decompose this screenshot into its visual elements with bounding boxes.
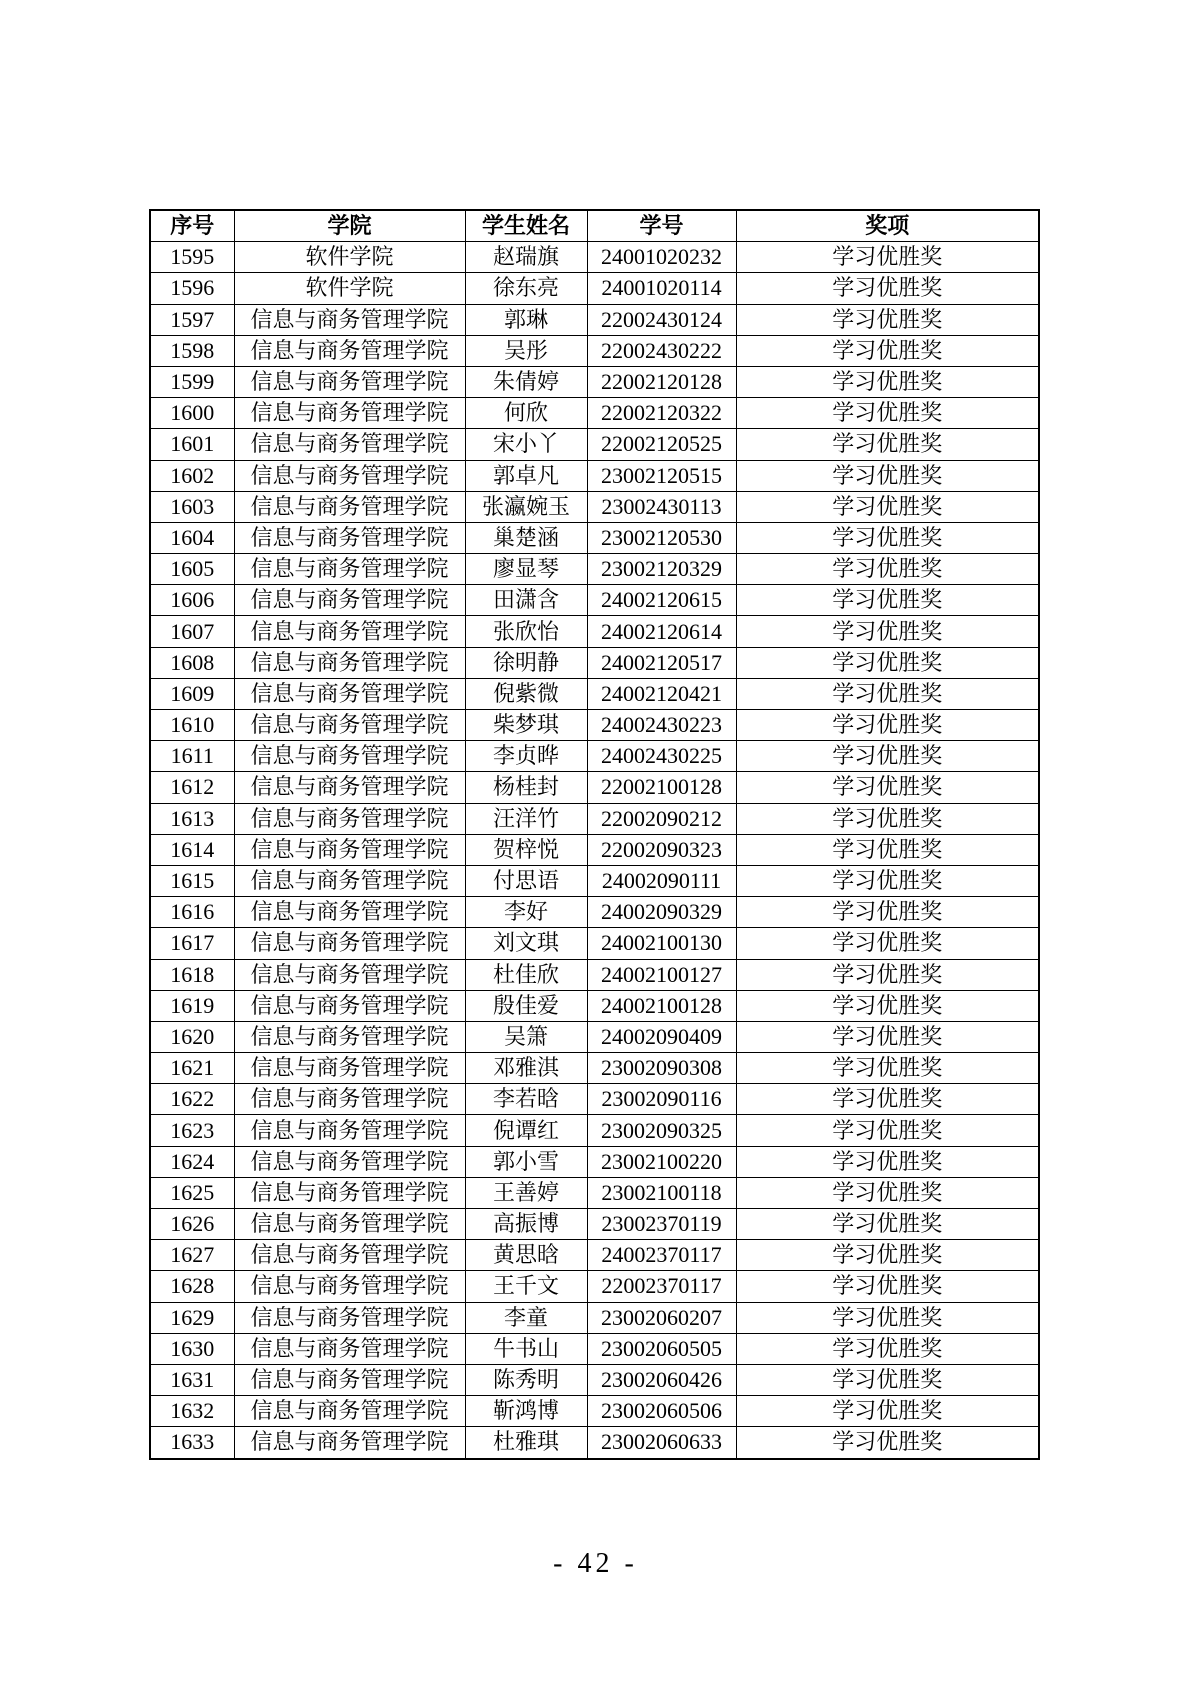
cell-college: 信息与商务管理学院 [234,959,465,990]
cell-student-id: 24001020232 [587,242,736,273]
table-row [150,1396,1039,1427]
cell-award: 学习优胜奖 [736,1209,1039,1240]
cell-award: 学习优胜奖 [736,1084,1039,1115]
cell-student-name: 王千文 [465,1271,587,1302]
cell-student-id: 23002060207 [587,1302,736,1333]
cell-student-id: 22002430222 [587,335,736,366]
table-row [150,1146,1039,1177]
cell-college: 信息与商务管理学院 [234,522,465,553]
cell-student-id: 24001020114 [587,273,736,304]
cell-student-id: 24002120517 [587,647,736,678]
cell-student-name: 郭琳 [465,304,587,335]
cell-index: 1597 [150,304,234,335]
column-header-student-id: 学号 [587,210,736,242]
cell-college: 信息与商务管理学院 [234,1146,465,1177]
cell-student-id: 22002100128 [587,772,736,803]
cell-student-name: 付思语 [465,865,587,896]
table-row [150,491,1039,522]
table-row [150,834,1039,865]
cell-student-id: 23002370119 [587,1209,736,1240]
table-row [150,1427,1039,1459]
cell-student-name: 李童 [465,1302,587,1333]
cell-award: 学习优胜奖 [736,1146,1039,1177]
cell-award: 学习优胜奖 [736,491,1039,522]
cell-student-name: 柴梦琪 [465,710,587,741]
cell-index: 1612 [150,772,234,803]
cell-student-id: 23002060426 [587,1364,736,1395]
cell-college: 信息与商务管理学院 [234,928,465,959]
cell-index: 1595 [150,242,234,273]
cell-college: 信息与商务管理学院 [234,834,465,865]
cell-college: 信息与商务管理学院 [234,491,465,522]
cell-index: 1611 [150,741,234,772]
cell-index: 1623 [150,1115,234,1146]
cell-index: 1615 [150,865,234,896]
cell-award: 学习优胜奖 [736,1364,1039,1395]
table-row [150,366,1039,397]
cell-student-name: 何欣 [465,398,587,429]
cell-student-name: 杨桂封 [465,772,587,803]
cell-student-name: 郭卓凡 [465,460,587,491]
cell-college: 信息与商务管理学院 [234,678,465,709]
cell-student-id: 24002090329 [587,897,736,928]
cell-index: 1605 [150,554,234,585]
cell-student-name: 殷佳爱 [465,990,587,1021]
column-header-student-name: 学生姓名 [465,210,587,242]
cell-student-id: 24002370117 [587,1240,736,1271]
cell-index: 1608 [150,647,234,678]
cell-award: 学习优胜奖 [736,616,1039,647]
table-row [150,959,1039,990]
cell-student-id: 23002060506 [587,1396,736,1427]
cell-student-id: 22002120525 [587,429,736,460]
cell-student-id: 22002090323 [587,834,736,865]
cell-student-id: 23002430113 [587,491,736,522]
cell-student-name: 杜雅琪 [465,1427,587,1459]
table-row [150,678,1039,709]
cell-student-name: 李好 [465,897,587,928]
cell-college: 信息与商务管理学院 [234,710,465,741]
cell-award: 学习优胜奖 [736,304,1039,335]
cell-student-id: 22002370117 [587,1271,736,1302]
cell-student-id: 22002120128 [587,366,736,397]
cell-index: 1630 [150,1333,234,1364]
table-row [150,398,1039,429]
cell-college: 信息与商务管理学院 [234,429,465,460]
cell-index: 1620 [150,1021,234,1052]
cell-college: 信息与商务管理学院 [234,460,465,491]
cell-college: 信息与商务管理学院 [234,1115,465,1146]
cell-student-name: 朱倩婷 [465,366,587,397]
cell-award: 学习优胜奖 [736,772,1039,803]
cell-college: 信息与商务管理学院 [234,803,465,834]
cell-student-id: 24002090409 [587,1021,736,1052]
cell-index: 1614 [150,834,234,865]
table-row [150,1177,1039,1208]
cell-student-id: 24002430225 [587,741,736,772]
table-row [150,1333,1039,1364]
table-row [150,1084,1039,1115]
cell-student-name: 吴箫 [465,1021,587,1052]
cell-student-name: 黄思晗 [465,1240,587,1271]
cell-student-id: 22002430124 [587,304,736,335]
table-row [150,554,1039,585]
cell-college: 信息与商务管理学院 [234,990,465,1021]
cell-index: 1628 [150,1271,234,1302]
cell-student-name: 贺梓悦 [465,834,587,865]
cell-student-name: 陈秀明 [465,1364,587,1395]
cell-index: 1604 [150,522,234,553]
cell-index: 1607 [150,616,234,647]
cell-award: 学习优胜奖 [736,554,1039,585]
cell-college: 信息与商务管理学院 [234,741,465,772]
column-header-award: 奖项 [736,210,1039,242]
cell-index: 1629 [150,1302,234,1333]
cell-award: 学习优胜奖 [736,1021,1039,1052]
cell-award: 学习优胜奖 [736,1115,1039,1146]
cell-college: 信息与商务管理学院 [234,772,465,803]
table-row [150,710,1039,741]
cell-index: 1622 [150,1084,234,1115]
cell-student-name: 汪洋竹 [465,803,587,834]
table-row [150,335,1039,366]
cell-college: 信息与商务管理学院 [234,1364,465,1395]
cell-student-name: 宋小丫 [465,429,587,460]
cell-index: 1633 [150,1427,234,1459]
table-row [150,616,1039,647]
cell-award: 学习优胜奖 [736,273,1039,304]
cell-student-id: 22002120322 [587,398,736,429]
cell-award: 学习优胜奖 [736,460,1039,491]
cell-index: 1596 [150,273,234,304]
cell-student-id: 24002120421 [587,678,736,709]
cell-student-name: 张瀛婉玉 [465,491,587,522]
cell-college: 信息与商务管理学院 [234,616,465,647]
table-row [150,772,1039,803]
cell-award: 学习优胜奖 [736,678,1039,709]
cell-college: 信息与商务管理学院 [234,865,465,896]
cell-college: 信息与商务管理学院 [234,1302,465,1333]
cell-index: 1598 [150,335,234,366]
cell-college: 信息与商务管理学院 [234,1177,465,1208]
table-row [150,1240,1039,1271]
cell-college: 软件学院 [234,242,465,273]
cell-student-name: 倪谭红 [465,1115,587,1146]
cell-student-id: 23002100118 [587,1177,736,1208]
cell-college: 信息与商务管理学院 [234,335,465,366]
cell-award: 学习优胜奖 [736,741,1039,772]
cell-award: 学习优胜奖 [736,1396,1039,1427]
cell-college: 信息与商务管理学院 [234,1427,465,1459]
cell-student-name: 廖显琴 [465,554,587,585]
cell-student-id: 23002100220 [587,1146,736,1177]
cell-student-name: 吴彤 [465,335,587,366]
cell-student-name: 邓雅淇 [465,1053,587,1084]
cell-award: 学习优胜奖 [736,398,1039,429]
cell-award: 学习优胜奖 [736,1053,1039,1084]
cell-award: 学习优胜奖 [736,585,1039,616]
cell-index: 1627 [150,1240,234,1271]
cell-index: 1631 [150,1364,234,1395]
table-row [150,1115,1039,1146]
table-row [150,304,1039,335]
cell-index: 1632 [150,1396,234,1427]
cell-student-id: 24002100130 [587,928,736,959]
cell-student-id: 24002120615 [587,585,736,616]
column-header-index: 序号 [150,210,234,242]
cell-index: 1618 [150,959,234,990]
cell-award: 学习优胜奖 [736,1427,1039,1459]
cell-college: 信息与商务管理学院 [234,1271,465,1302]
cell-student-name: 巢楚涵 [465,522,587,553]
cell-college: 信息与商务管理学院 [234,1333,465,1364]
cell-student-id: 23002120530 [587,522,736,553]
cell-student-name: 张欣怡 [465,616,587,647]
cell-student-id: 22002090212 [587,803,736,834]
cell-student-name: 高振博 [465,1209,587,1240]
cell-college: 信息与商务管理学院 [234,366,465,397]
cell-index: 1602 [150,460,234,491]
cell-index: 1601 [150,429,234,460]
table-row [150,1302,1039,1333]
cell-student-id: 23002060505 [587,1333,736,1364]
cell-college: 信息与商务管理学院 [234,585,465,616]
table-row [150,865,1039,896]
cell-college: 信息与商务管理学院 [234,897,465,928]
cell-student-name: 靳鸿博 [465,1396,587,1427]
cell-index: 1610 [150,710,234,741]
cell-student-name: 王善婷 [465,1177,587,1208]
cell-student-name: 郭小雪 [465,1146,587,1177]
cell-award: 学习优胜奖 [736,335,1039,366]
cell-student-id: 24002100128 [587,990,736,1021]
table-body [150,242,1039,1459]
cell-college: 信息与商务管理学院 [234,554,465,585]
cell-award: 学习优胜奖 [736,959,1039,990]
cell-college: 信息与商务管理学院 [234,1396,465,1427]
cell-college: 信息与商务管理学院 [234,1084,465,1115]
cell-student-id: 24002090111 [587,865,736,896]
cell-student-name: 刘文琪 [465,928,587,959]
table-row [150,1021,1039,1052]
cell-student-id: 24002430223 [587,710,736,741]
table-row [150,1053,1039,1084]
cell-index: 1619 [150,990,234,1021]
cell-student-id: 24002100127 [587,959,736,990]
column-header-college: 学院 [234,210,465,242]
cell-student-name: 李若晗 [465,1084,587,1115]
table-row [150,1209,1039,1240]
cell-student-name: 李贞晔 [465,741,587,772]
cell-index: 1599 [150,366,234,397]
cell-award: 学习优胜奖 [736,522,1039,553]
cell-college: 软件学院 [234,273,465,304]
table-row [150,741,1039,772]
cell-award: 学习优胜奖 [736,366,1039,397]
cell-index: 1625 [150,1177,234,1208]
cell-student-name: 田潇含 [465,585,587,616]
cell-index: 1616 [150,897,234,928]
footer-page-number: - 42 - [553,1548,638,1579]
table-row [150,460,1039,491]
cell-award: 学习优胜奖 [736,928,1039,959]
cell-college: 信息与商务管理学院 [234,1209,465,1240]
cell-award: 学习优胜奖 [736,1177,1039,1208]
table-row [150,647,1039,678]
table-row [150,928,1039,959]
cell-student-name: 徐明静 [465,647,587,678]
cell-index: 1609 [150,678,234,709]
cell-student-id: 23002090325 [587,1115,736,1146]
cell-award: 学习优胜奖 [736,1302,1039,1333]
cell-index: 1626 [150,1209,234,1240]
cell-student-name: 赵瑞旗 [465,242,587,273]
table-header-row [150,210,1039,242]
table-row [150,990,1039,1021]
cell-student-id: 24002120614 [587,616,736,647]
cell-student-id: 23002120515 [587,460,736,491]
award-table [149,209,1040,1460]
cell-award: 学习优胜奖 [736,710,1039,741]
table-row [150,429,1039,460]
cell-student-id: 23002090116 [587,1084,736,1115]
cell-index: 1624 [150,1146,234,1177]
cell-award: 学习优胜奖 [736,990,1039,1021]
cell-index: 1603 [150,491,234,522]
cell-award: 学习优胜奖 [736,1240,1039,1271]
cell-award: 学习优胜奖 [736,1333,1039,1364]
cell-index: 1621 [150,1053,234,1084]
table-row [150,522,1039,553]
cell-award: 学习优胜奖 [736,242,1039,273]
cell-college: 信息与商务管理学院 [234,398,465,429]
cell-award: 学习优胜奖 [736,429,1039,460]
table-row [150,1271,1039,1302]
cell-index: 1606 [150,585,234,616]
table-row [150,585,1039,616]
table-row [150,1364,1039,1395]
cell-student-id: 23002090308 [587,1053,736,1084]
cell-index: 1613 [150,803,234,834]
cell-award: 学习优胜奖 [736,897,1039,928]
cell-student-name: 杜佳欣 [465,959,587,990]
cell-student-name: 倪紫微 [465,678,587,709]
table-row [150,242,1039,273]
cell-student-name: 牛书山 [465,1333,587,1364]
cell-award: 学习优胜奖 [736,834,1039,865]
table-row [150,273,1039,304]
cell-award: 学习优胜奖 [736,865,1039,896]
cell-student-id: 23002060633 [587,1427,736,1459]
cell-index: 1600 [150,398,234,429]
cell-college: 信息与商务管理学院 [234,1240,465,1271]
cell-student-name: 徐东亮 [465,273,587,304]
table-row [150,803,1039,834]
table-row [150,897,1039,928]
cell-award: 学习优胜奖 [736,1271,1039,1302]
cell-award: 学习优胜奖 [736,803,1039,834]
cell-index: 1617 [150,928,234,959]
cell-college: 信息与商务管理学院 [234,304,465,335]
cell-student-id: 23002120329 [587,554,736,585]
cell-award: 学习优胜奖 [736,647,1039,678]
cell-college: 信息与商务管理学院 [234,647,465,678]
cell-college: 信息与商务管理学院 [234,1021,465,1052]
cell-college: 信息与商务管理学院 [234,1053,465,1084]
